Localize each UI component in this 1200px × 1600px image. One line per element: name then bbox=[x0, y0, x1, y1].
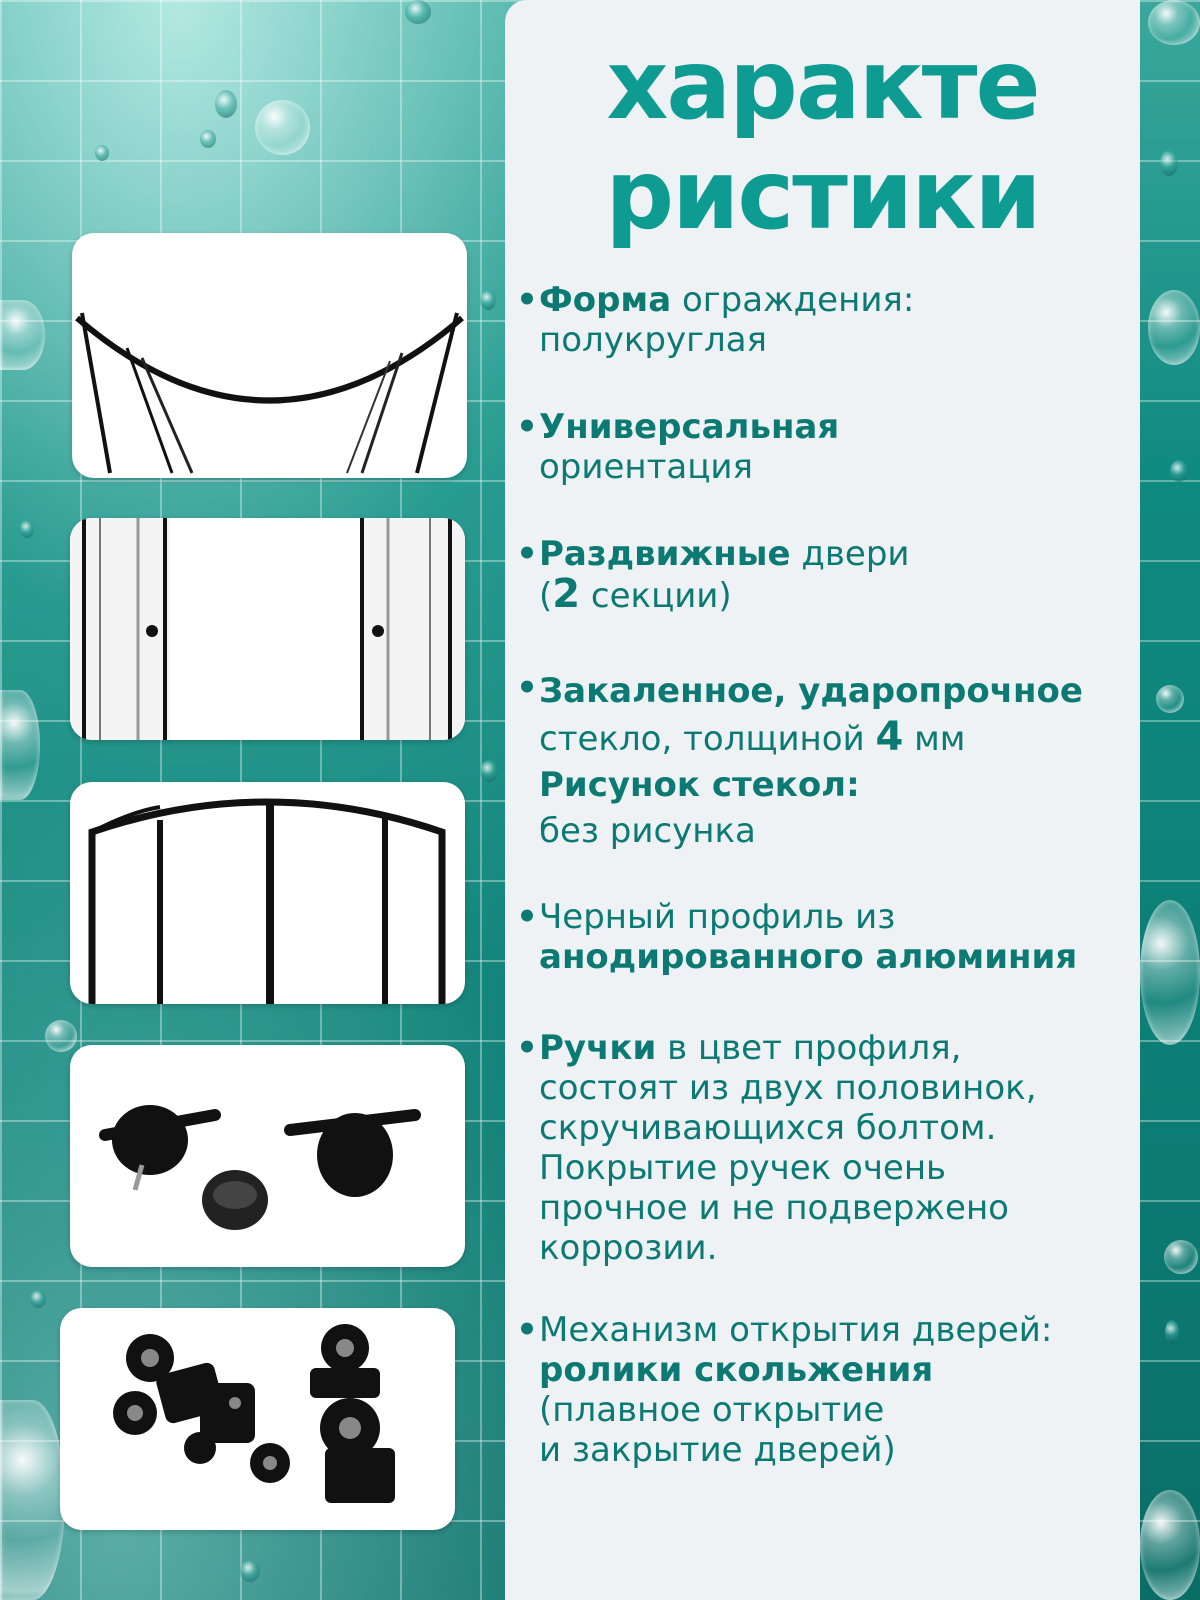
water-drop bbox=[95, 145, 109, 161]
sliding-doors-illustration bbox=[70, 518, 465, 740]
bullet: • bbox=[516, 534, 538, 574]
rollers-illustration bbox=[60, 1308, 455, 1530]
semicircular-frame-illustration bbox=[72, 233, 467, 478]
feature-handles bbox=[515, 1028, 1130, 1268]
feature-bold: ролики скольжения bbox=[539, 1350, 934, 1390]
bubble-decoration bbox=[0, 1400, 65, 1600]
feature-bold: Ручки bbox=[539, 1028, 657, 1068]
feature-orientation bbox=[515, 407, 1130, 487]
feature-mechanism bbox=[515, 1310, 1130, 1470]
water-drop bbox=[200, 130, 216, 148]
water-drop bbox=[480, 290, 496, 310]
water-drop bbox=[405, 0, 431, 24]
water-drop bbox=[1170, 460, 1188, 482]
feature-bold: Рисунок стекол: bbox=[539, 765, 860, 805]
feature-bold: Закаленное, ударопрочное bbox=[539, 671, 1083, 711]
bullet: • bbox=[516, 668, 538, 708]
bubble-decoration bbox=[1140, 900, 1200, 1045]
handles-photo bbox=[70, 1045, 465, 1267]
bubble-decoration bbox=[1164, 1240, 1198, 1274]
semicircular-frame-photo bbox=[72, 233, 467, 478]
arched-glass-photo bbox=[70, 782, 465, 1004]
feature-text: (плавное открытие bbox=[539, 1390, 885, 1430]
bullet: • bbox=[516, 407, 538, 447]
feature-doors bbox=[515, 534, 1130, 616]
bullet: • bbox=[516, 280, 538, 320]
handles-illustration bbox=[70, 1045, 465, 1267]
feature-text: секции) bbox=[580, 576, 732, 616]
feature-text: полукруглая bbox=[539, 320, 768, 360]
feature-text: Механизм открытия дверей: bbox=[539, 1310, 1053, 1350]
bubble-decoration bbox=[0, 690, 40, 800]
water-drop bbox=[30, 1290, 46, 1308]
title-line-2: ристики bbox=[605, 139, 1040, 251]
feature-text: состоят из двух половинок, bbox=[539, 1068, 1037, 1108]
feature-shape bbox=[515, 280, 1130, 360]
bubble-decoration bbox=[0, 300, 45, 370]
feature-bold: Форма bbox=[539, 280, 672, 320]
feature-text: Черный профиль из bbox=[539, 897, 896, 937]
feature-text: без рисунка bbox=[539, 811, 756, 851]
bubble-decoration bbox=[1148, 0, 1200, 45]
feature-profile bbox=[515, 897, 1130, 977]
feature-bold: Универсальная bbox=[539, 407, 840, 447]
water-drop bbox=[480, 760, 498, 782]
water-drop bbox=[20, 520, 34, 538]
water-drop bbox=[1165, 1320, 1179, 1344]
bubble-decoration bbox=[1140, 1490, 1200, 1600]
feature-number: 4 bbox=[875, 714, 904, 760]
feature-text: и закрытие дверей) bbox=[539, 1430, 896, 1470]
water-drop bbox=[215, 90, 237, 118]
feature-bold: анодированного алюминия bbox=[539, 937, 1078, 977]
bubble-decoration bbox=[255, 100, 310, 155]
feature-text: Покрытие ручек очень bbox=[539, 1148, 947, 1188]
feature-text: ( bbox=[539, 576, 553, 616]
bubble-decoration bbox=[1148, 290, 1200, 365]
feature-text: двери bbox=[790, 534, 910, 574]
water-drop bbox=[240, 1560, 260, 1582]
feature-text: мм bbox=[903, 719, 966, 759]
bubble-decoration bbox=[45, 1020, 77, 1052]
arched-glass-illustration bbox=[70, 782, 465, 1004]
feature-text: коррозии. bbox=[539, 1228, 718, 1268]
bullet: • bbox=[516, 1310, 538, 1350]
feature-text: ограждения: bbox=[671, 280, 915, 320]
feature-text: прочное и не подвержено bbox=[539, 1188, 1009, 1228]
bubble-decoration bbox=[1156, 685, 1184, 713]
feature-number: 2 bbox=[552, 571, 581, 617]
bullet: • bbox=[516, 897, 538, 937]
bullet: • bbox=[516, 1028, 538, 1068]
page-title bbox=[505, 30, 1140, 250]
feature-bold: Раздвижные bbox=[539, 534, 791, 574]
feature-text: стекло, толщиной bbox=[539, 719, 876, 759]
rollers-photo bbox=[60, 1308, 455, 1530]
sliding-doors-photo bbox=[70, 518, 465, 740]
feature-glass bbox=[515, 668, 1130, 854]
feature-text: ориентация bbox=[539, 447, 753, 487]
water-drop bbox=[1160, 150, 1178, 176]
title-line-1: характе bbox=[606, 29, 1039, 141]
feature-text: в цвет профиля, bbox=[656, 1028, 962, 1068]
feature-text: скручивающихся болтом. bbox=[539, 1108, 997, 1148]
